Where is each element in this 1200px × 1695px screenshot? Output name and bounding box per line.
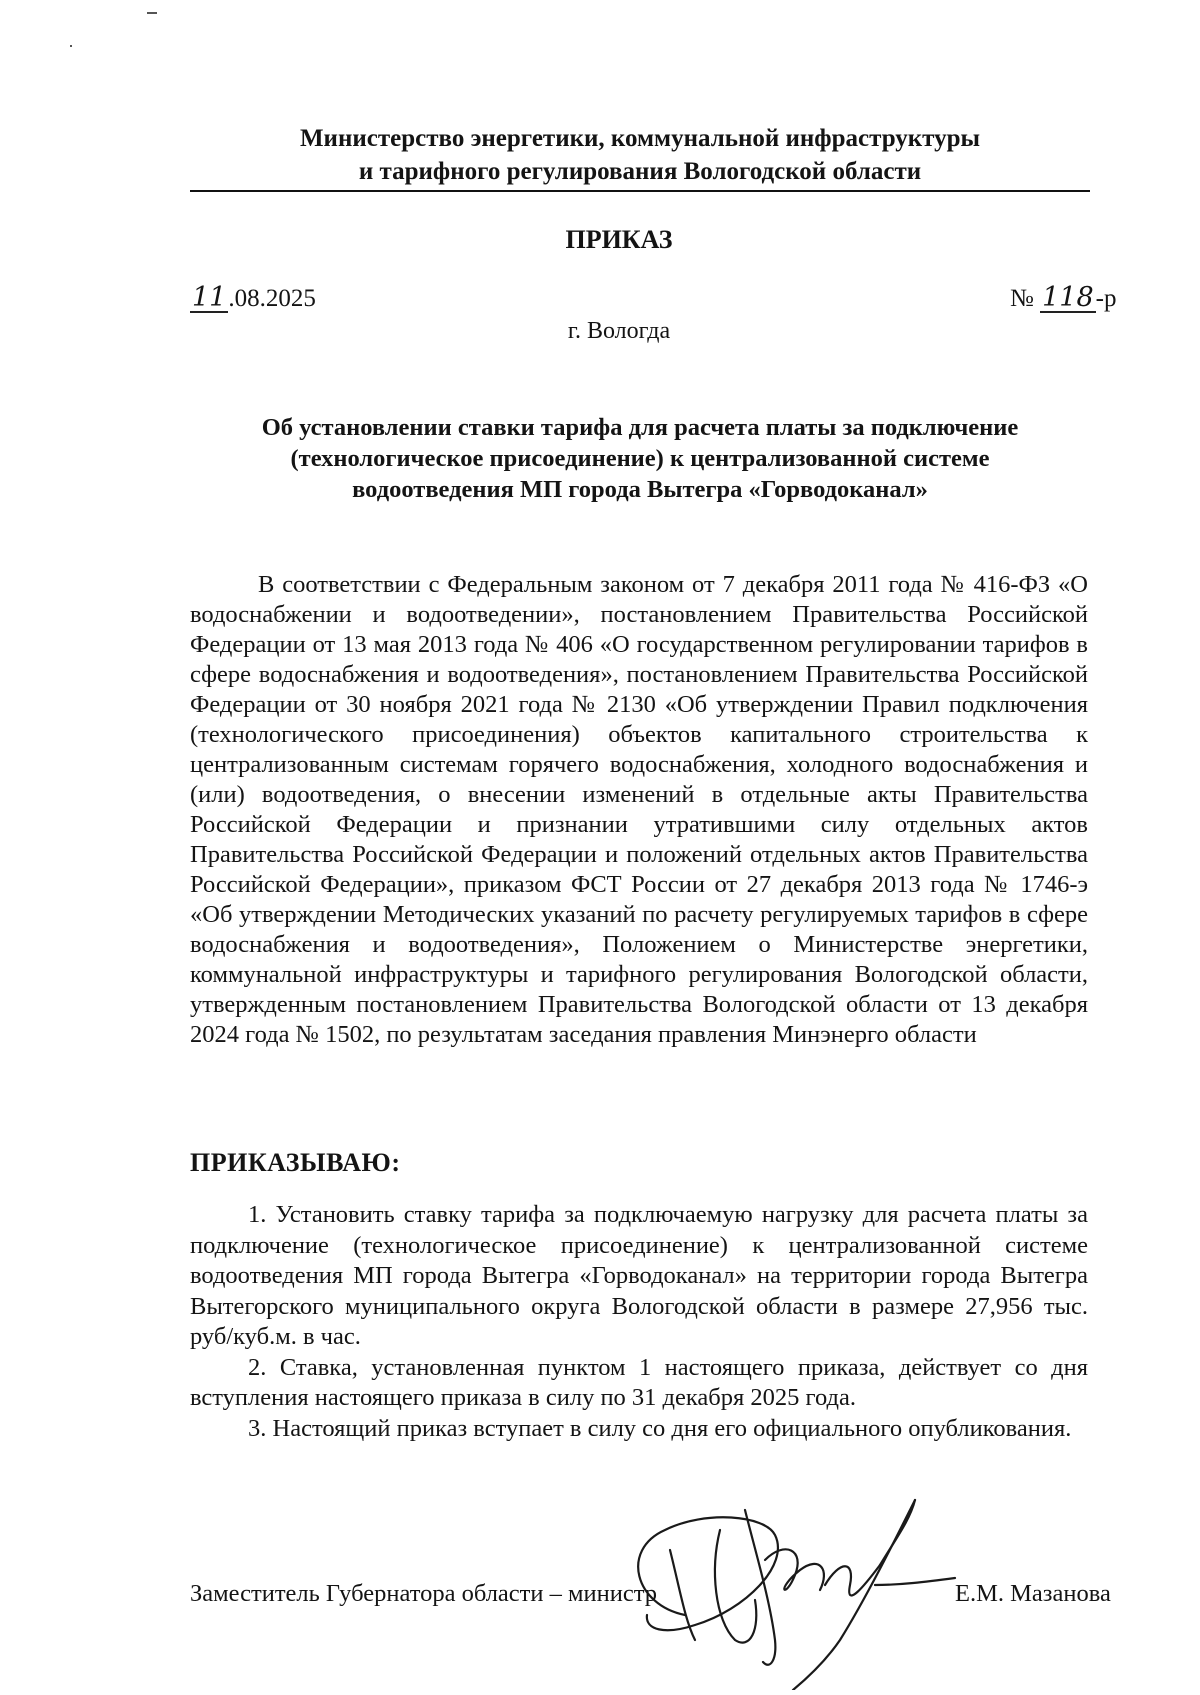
ministry-line-2: и тарифного регулирования Вологодской области <box>358 158 922 185</box>
preamble-paragraph: В соответствии с Федеральным законом от 7 декабря 2011 года № 416-ФЗ «О водоснабжении и водоотведении», постановлением Правительства Российской Федерации от 13 мая 2013 года № 406 «О государственном регулировании тарифов в сфере водоснабжения и водоотведения», постановлением Правительства Российской Федерации от 30 ноября 2021 года № 2130 «Об утверждении Правил подключения (технологического присоединения) объектов капитального строительства к централизованным системам горячего водоснабжения, холодного водоснабжения и (или) водоотведения, о внесении изменений в отдельные акты Правительства Российской Федерации и признании утратившими силу отдельных актов Правительства Российской Федерации и положений отдельных актов Правительства Российской Федерации», приказом ФСТ России от 27 декабря 2013 года № 1746-э «Об утверждении Методических указаний по расчету регулируемых тарифов в сфере водоснабжения и водоотведения», Положением о Министерстве энергетики, коммунальной инфраструктуры и тарифного регулирования Вологодской области, утвержденным постановлением Правительства Вологодской области от 13 декабря 2024 года № 1502, по результатам заседания правления Минэнерго области <box>190 571 1088 1048</box>
date-day-handwritten: 11 <box>192 282 227 313</box>
document-date <box>190 282 316 313</box>
scan-artifact-mark <box>147 12 157 14</box>
signatory-position: Заместитель Губернатора области – министр <box>190 1580 657 1607</box>
handwritten-signature <box>625 1490 965 1690</box>
subject-line-2: (технологическое присоединение) к централизованной системе <box>290 445 990 472</box>
preamble-block <box>190 570 1088 1050</box>
order-directive: ПРИКАЗЫВАЮ: <box>190 1148 401 1177</box>
document-type: ПРИКАЗ <box>565 225 673 254</box>
number-sign: № <box>1010 285 1034 312</box>
subject-line-3: водоотведения МП города Вытегра «Горводоканал» <box>352 476 928 503</box>
document-city: г. Вологда <box>567 318 671 344</box>
ministry-header <box>190 122 1090 188</box>
number-handwritten: 118 <box>1042 282 1094 313</box>
order-item-1: 1. Установить ставку тарифа за подключаемую нагрузку для расчета платы за подключение (технологическое присоединение) к централизованной системе водоотведения МП города Вытегра «Горводоканал» на территории города Вытегра Вытегорского муниципального округа Вологодской области в размере 27,956 тыс. руб/куб.м. в час. <box>190 1201 1088 1350</box>
document-number <box>1010 282 1117 313</box>
order-item-3: 3. Настоящий приказ вступает в силу со дня его официального опубликования. <box>248 1414 1072 1442</box>
scan-artifact-dot <box>70 45 72 47</box>
order-items <box>190 1200 1088 1444</box>
subject-line-1: Об установлении ставки тарифа для расчета платы за подключение <box>261 414 1019 441</box>
date-rest: .08.2025 <box>228 285 316 312</box>
header-rule <box>190 190 1090 192</box>
order-item-2: 2. Ставка, установленная пунктом 1 настоящего приказа, действует со дня вступления настоящего приказа в силу по 31 декабря 2025 года. <box>190 1353 1088 1411</box>
signatory-name: Е.М. Мазанова <box>955 1580 1111 1607</box>
number-suffix: -р <box>1095 285 1117 312</box>
ministry-line-1: Министерство энергетики, коммунальной инфраструктуры <box>299 125 981 152</box>
document-subject <box>190 412 1090 505</box>
